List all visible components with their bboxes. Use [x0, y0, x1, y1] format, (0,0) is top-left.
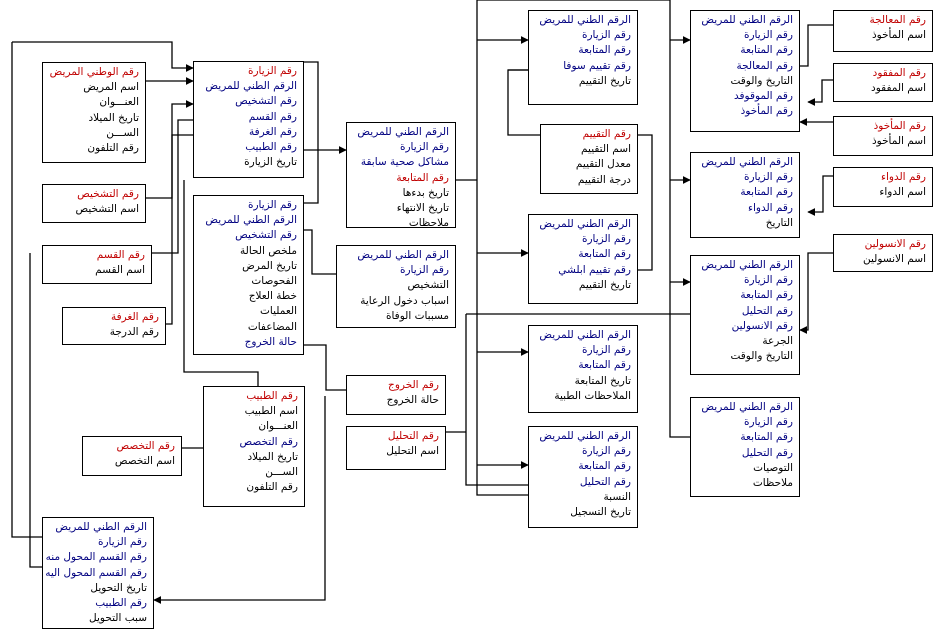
field-insulin-dose-1: رقم الزيارة — [743, 274, 793, 287]
field-visit-detail-2: رقم التشخيص — [235, 229, 297, 242]
field-taken-0: رقم المعالجة — [869, 14, 926, 26]
relationship-line-1 — [146, 104, 193, 198]
entity-analysis-result — [528, 426, 638, 528]
field-visit-detail-0: رقم الزيارة — [247, 199, 297, 211]
field-transfer-0: الرقم الطني للمريض — [55, 521, 147, 533]
field-eval-followup-1: رقم الزيارة — [581, 29, 631, 42]
field-insulin-dose-3: رقم التحليل — [741, 304, 793, 317]
field-treat-med-2: رقم المتابعة — [740, 186, 793, 199]
field-insulin-1: اسم الانسولين — [862, 253, 926, 266]
field-insulin-0: رقم الانسولين — [864, 238, 926, 250]
field-med-notes-3: تاريخ المتابعة — [574, 374, 631, 387]
field-eval-followup-0: الرقم الطني للمريض — [539, 14, 631, 26]
field-transfer-4: تاريخ التحويل — [90, 581, 147, 594]
field-admission-4: مسببات الوفاة — [385, 309, 449, 322]
entity-transfer — [42, 517, 154, 629]
entity-insulin-dose — [690, 255, 800, 375]
field-evaluation-1: اسم التقييم — [581, 143, 631, 156]
field-followup-6: ملاحظات — [408, 217, 449, 228]
field-med-notes-2: رقم المتابعة — [578, 359, 631, 372]
field-followup-3: رقم المتابعة — [396, 171, 449, 184]
field-drug-1: اسم الدواء — [879, 186, 926, 199]
field-eval-followup-4: تاريخ التقييم — [578, 74, 631, 87]
field-followup-0: الرقم الطني للمريض — [357, 126, 449, 138]
field-med-notes-4: الملاحظات الطبية — [554, 389, 631, 402]
entity-lost — [833, 63, 933, 102]
entity-taken — [833, 10, 933, 52]
field-transfer-3: رقم القسم المحول اليه — [45, 566, 147, 579]
field-visit-detail-3: ملخص الحالة — [239, 244, 297, 257]
field-department-0: رقم القسم — [96, 249, 145, 261]
entity-treatment-medication — [690, 152, 800, 238]
entity-exit — [346, 375, 446, 415]
field-med-notes-1: رقم الزيارة — [581, 344, 631, 357]
entity-eval-followup — [528, 10, 638, 105]
field-eval-glasgow-1: رقم الزيارة — [581, 233, 631, 246]
field-visit-6: تاريخ الزيارة — [244, 156, 297, 169]
field-analysis-result-4: النسبة — [603, 490, 631, 503]
field-treatment-2: رقم المتابعة — [740, 44, 793, 57]
field-insulin-dose-2: رقم المتابعة — [740, 289, 793, 302]
entity-followup — [346, 122, 456, 228]
field-taken2-0: رقم المأخوذ — [873, 120, 926, 132]
field-insulin-dose-6: التاريخ والوقت — [730, 350, 793, 363]
field-recommend-5: ملاحظات — [752, 477, 793, 490]
entity-eval-glasgow — [528, 214, 638, 304]
entity-analysis — [346, 426, 446, 470]
field-treatment-3: رقم المعالجة — [736, 59, 793, 72]
field-insulin-dose-5: الجرعة — [762, 335, 793, 348]
field-transfer-6: سبب التحويل — [89, 612, 147, 625]
field-treat-med-0: الرقم الطني للمريض — [701, 156, 793, 168]
entity-department — [42, 245, 152, 284]
field-visit-detail-8: المضاعفات — [247, 320, 297, 333]
relationship-line-12 — [12, 42, 42, 537]
entity-diagnosis — [42, 184, 146, 223]
field-followup-1: رقم الزيارة — [399, 141, 449, 154]
relationship-line-13 — [30, 253, 42, 567]
field-specialty-0: رقم التخصص — [116, 440, 175, 452]
field-visit-detail-1: الرقم الطني للمريض — [205, 214, 297, 227]
entity-treatment — [690, 10, 800, 132]
field-visit-4: رقم الغرفة — [248, 125, 297, 138]
field-eval-glasgow-3: رقم تقييم ابلشي — [558, 263, 631, 276]
field-recommend-1: رقم الزيارة — [743, 416, 793, 429]
field-doctor-2: العنـــوان — [258, 420, 298, 433]
field-followup-4: تاريخ بدءها — [402, 186, 449, 199]
field-treat-med-3: رقم الدواء — [748, 201, 793, 214]
field-admission-0: الرقم الطني للمريض — [357, 249, 449, 261]
field-transfer-1: رقم الزيارة — [97, 536, 147, 549]
field-exit-0: رقم الخروج — [388, 379, 439, 391]
field-doctor-1: اسم الطبيب — [244, 405, 298, 418]
field-insulin-dose-0: الرقم الطني للمريض — [701, 259, 793, 271]
field-doctor-3: رقم التخصص — [239, 435, 298, 448]
field-lost-1: اسم المفقود — [871, 82, 926, 95]
field-room-1: رقم الدرجة — [109, 326, 159, 339]
entity-patient — [42, 62, 146, 163]
field-doctor-4: تاريخ الميلاد — [247, 450, 298, 463]
field-diagnosis-1: اسم التشخيص — [75, 203, 139, 216]
field-recommend-2: رقم المتابعة — [740, 431, 793, 444]
field-admission-1: رقم الزيارة — [399, 264, 449, 277]
field-visit-detail-7: العمليات — [260, 305, 297, 318]
entity-room — [62, 307, 166, 345]
field-med-notes-0: الرقم الطني للمريض — [539, 329, 631, 341]
field-visit-detail-4: تاريخ المرض — [242, 259, 297, 272]
field-eval-followup-3: رقم تقييم سوفا — [563, 59, 631, 72]
field-patient-1: اسم المريض — [83, 81, 139, 94]
field-visit-detail-6: خطة العلاج — [248, 290, 297, 303]
field-visit-detail-5: الفحوصات — [251, 275, 297, 288]
field-analysis-result-0: الرقم الطني للمريض — [539, 430, 631, 442]
field-patient-3: تاريخ الميلاد — [88, 111, 139, 124]
entity-doctor — [203, 386, 305, 507]
entity-specialty — [82, 436, 182, 476]
field-analysis-result-3: رقم التحليل — [579, 475, 631, 488]
entity-visit-detail — [193, 195, 304, 355]
field-visit-3: رقم القسم — [248, 110, 297, 123]
entity-medical-notes — [528, 325, 638, 413]
field-visit-5: رقم الطبيب — [245, 141, 297, 154]
field-analysis-result-1: رقم الزيارة — [581, 445, 631, 458]
field-admission-2: التشخيص — [407, 279, 449, 292]
entity-insulin — [833, 234, 933, 272]
entity-taken-2 — [833, 116, 933, 156]
field-analysis-0: رقم التحليل — [387, 430, 439, 442]
field-transfer-5: رقم الطبيب — [95, 597, 147, 610]
field-taken2-1: اسم المأخوذ — [871, 135, 926, 148]
field-treat-med-4: التاريخ — [765, 216, 793, 229]
field-doctor-5: الســـن — [265, 466, 298, 479]
entity-visit — [193, 61, 304, 178]
relationship-line-15 — [477, 0, 528, 495]
field-treatment-6: رقم المأخوذ — [740, 105, 793, 118]
field-analysis-result-2: رقم المتابعة — [578, 460, 631, 473]
field-specialty-1: اسم التخصص — [114, 455, 175, 468]
field-evaluation-3: درجة التقييم — [577, 173, 631, 186]
field-eval-glasgow-0: الرقم الطني للمريض — [539, 218, 631, 230]
field-lost-0: رقم المفقود — [872, 67, 926, 79]
field-exit-1: حالة الخروج — [386, 394, 439, 407]
field-eval-followup-2: رقم المتابعة — [578, 44, 631, 57]
entity-evaluation — [540, 124, 638, 194]
field-recommend-0: الرقم الطني للمريض — [701, 401, 793, 413]
field-doctor-6: رقم التلفون — [246, 481, 298, 494]
field-evaluation-2: معدل التقييم — [575, 158, 631, 171]
field-room-0: رقم الغرفة — [110, 311, 159, 323]
field-followup-5: تاريخ الانتهاء — [396, 202, 449, 215]
field-doctor-0: رقم الطبيب — [246, 390, 298, 402]
relationship-line-31 — [808, 80, 833, 102]
field-eval-glasgow-4: تاريخ التقييم — [578, 278, 631, 291]
field-patient-5: رقم التلفون — [87, 142, 139, 155]
entity-admission — [336, 245, 456, 328]
relationship-line-34 — [800, 253, 833, 330]
field-department-1: اسم القسم — [95, 264, 145, 277]
field-recommend-3: رقم التحليل — [741, 446, 793, 459]
entity-recommendations — [690, 397, 800, 497]
field-admission-3: اسباب دخول الرعاية — [360, 294, 449, 307]
field-taken-1: اسم المأخوذ — [871, 29, 926, 42]
field-eval-glasgow-2: رقم المتابعة — [578, 248, 631, 261]
field-patient-0: رقم الوطني المريض — [49, 66, 139, 78]
field-patient-4: الســـن — [106, 126, 139, 139]
field-drug-0: رقم الدواء — [881, 171, 926, 183]
field-recommend-4: التوصيات — [753, 461, 793, 474]
field-transfer-2: رقم القسم المحول منه — [45, 551, 147, 564]
field-visit-1: الرقم الطني للمريض — [205, 80, 297, 93]
field-treatment-1: رقم الزيارة — [743, 29, 793, 42]
relationship-line-33 — [808, 176, 833, 212]
field-followup-2: مشاكل صحية سابقة — [360, 156, 449, 169]
field-treatment-4: التاريخ والوقت — [730, 74, 793, 87]
field-treat-med-1: رقم الزيارة — [743, 171, 793, 184]
field-insulin-dose-4: رقم الانسولين — [731, 319, 793, 332]
field-visit-detail-9: حالة الخروج — [244, 335, 297, 348]
field-analysis-1: اسم التحليل — [386, 445, 439, 458]
entity-drug — [833, 167, 933, 207]
field-analysis-result-5: تاريخ التسجيل — [570, 506, 631, 519]
field-visit-2: رقم التشخيص — [235, 95, 297, 108]
field-treatment-5: رقم الموقوفد — [733, 90, 793, 103]
field-diagnosis-0: رقم التشخيص — [77, 188, 139, 200]
field-evaluation-0: رقم التقييم — [582, 128, 631, 140]
field-patient-2: العنـــوان — [99, 96, 139, 109]
field-treatment-0: الرقم الطني للمريض — [701, 14, 793, 26]
field-visit-0: رقم الزيارة — [247, 65, 297, 77]
